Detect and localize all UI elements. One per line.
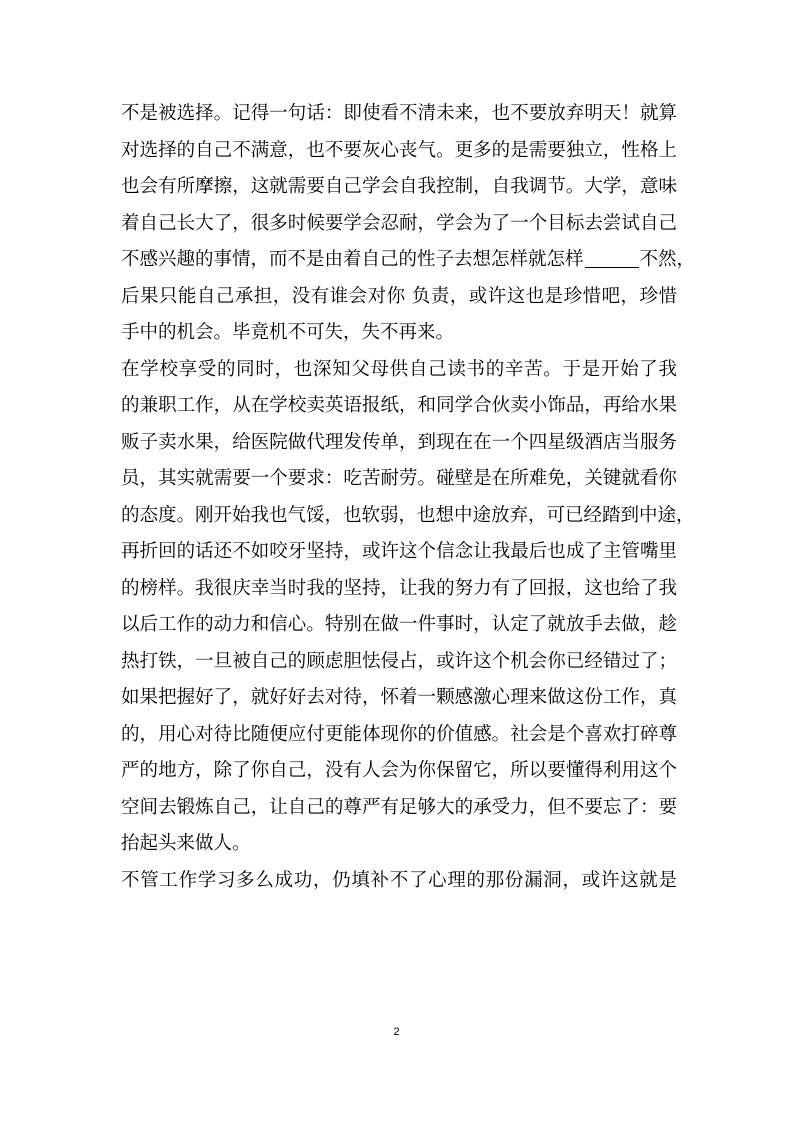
text-line: 空间去锻炼自己，让自己的尊严有足够大的承受力，但不要忘了：要 — [121, 796, 677, 818]
text-line: 如果把握好了，就好好去对待，怀着一颗感激心理来做这份工作，真 — [121, 687, 677, 708]
text-line: 的，用心对待比随便应付更能体现你的价值感。社会是个喜欢打碎尊 — [121, 723, 677, 745]
text-line: 员，其实就需要一个要求：吃苦耐劳。碰壁是在所难免，关键就看你 — [121, 468, 677, 489]
text-line: 后果只能自己承担，没有谁会对你 负责，或许这也是珍惜吧，珍惜 — [121, 285, 677, 307]
text-segment: 不然， — [639, 249, 696, 270]
text-line — [121, 242, 696, 279]
text-line: 手中的机会。毕竟机不可失，失不再来。 — [121, 322, 455, 343]
text-line: 也会有所摩擦，这就需要自己学会自我控制，自我调节。大学，意味 — [121, 176, 677, 197]
page-number: 2 — [393, 1026, 400, 1038]
text-line: 再折回的话还不如咬牙坚持，或许这个信念让我最后也成了主管嘴里 — [121, 541, 677, 562]
text-line: 的榜样。我很庆幸当时我的坚持，让我的努力有了回报，这也给了我 — [121, 577, 677, 599]
text-line: 贩子卖水果，给医院做代理发传单，到现在在一个四星级酒店当服务 — [121, 431, 677, 453]
text-line: 热打铁，一旦被自己的顾虑胆怯侵占，或许这个机会你已经错过了； — [121, 650, 677, 672]
text-line: 不管工作学习多么成功，仍填补不了心理的那份漏洞，或许这就是 — [121, 869, 677, 891]
text-line: 在学校享受的同时，也深知父母供自己读书的辛苦。于是开始了我 — [121, 358, 677, 380]
text-line: 着自己长大了，很多时候要学会忍耐，学会为了一个目标去尝试自己 — [121, 212, 677, 234]
text-line: 的兼职工作，从在学校卖英语报纸，和同学合伙卖小饰品，再给水果 — [121, 395, 677, 416]
text-segment: 不感兴趣的事情，而不是由着自己的性子去想怎样就怎样 — [121, 249, 584, 270]
text-line: 以后工作的动力和信心。特别在做一件事时，认定了就放手去做，趁 — [121, 614, 677, 635]
body-text — [121, 96, 696, 899]
text-line: 严的地方，除了你自己，没有人会为你保留它，所以要懂得利用这个 — [121, 760, 677, 781]
text-line: 抬起头来做人。 — [121, 833, 251, 854]
text-line: 的态度。刚开始我也气馁，也软弱，也想中途放弃，可已经踏到中途， — [121, 504, 695, 526]
fill-in-blank — [585, 249, 639, 269]
text-line: 不是被选择。记得一句话：即使看不清未来，也不要放弃明天！就算 — [121, 103, 677, 124]
text-line: 对选择的自己不满意，也不要灰心丧气。更多的是需要独立，性格上 — [121, 139, 677, 161]
